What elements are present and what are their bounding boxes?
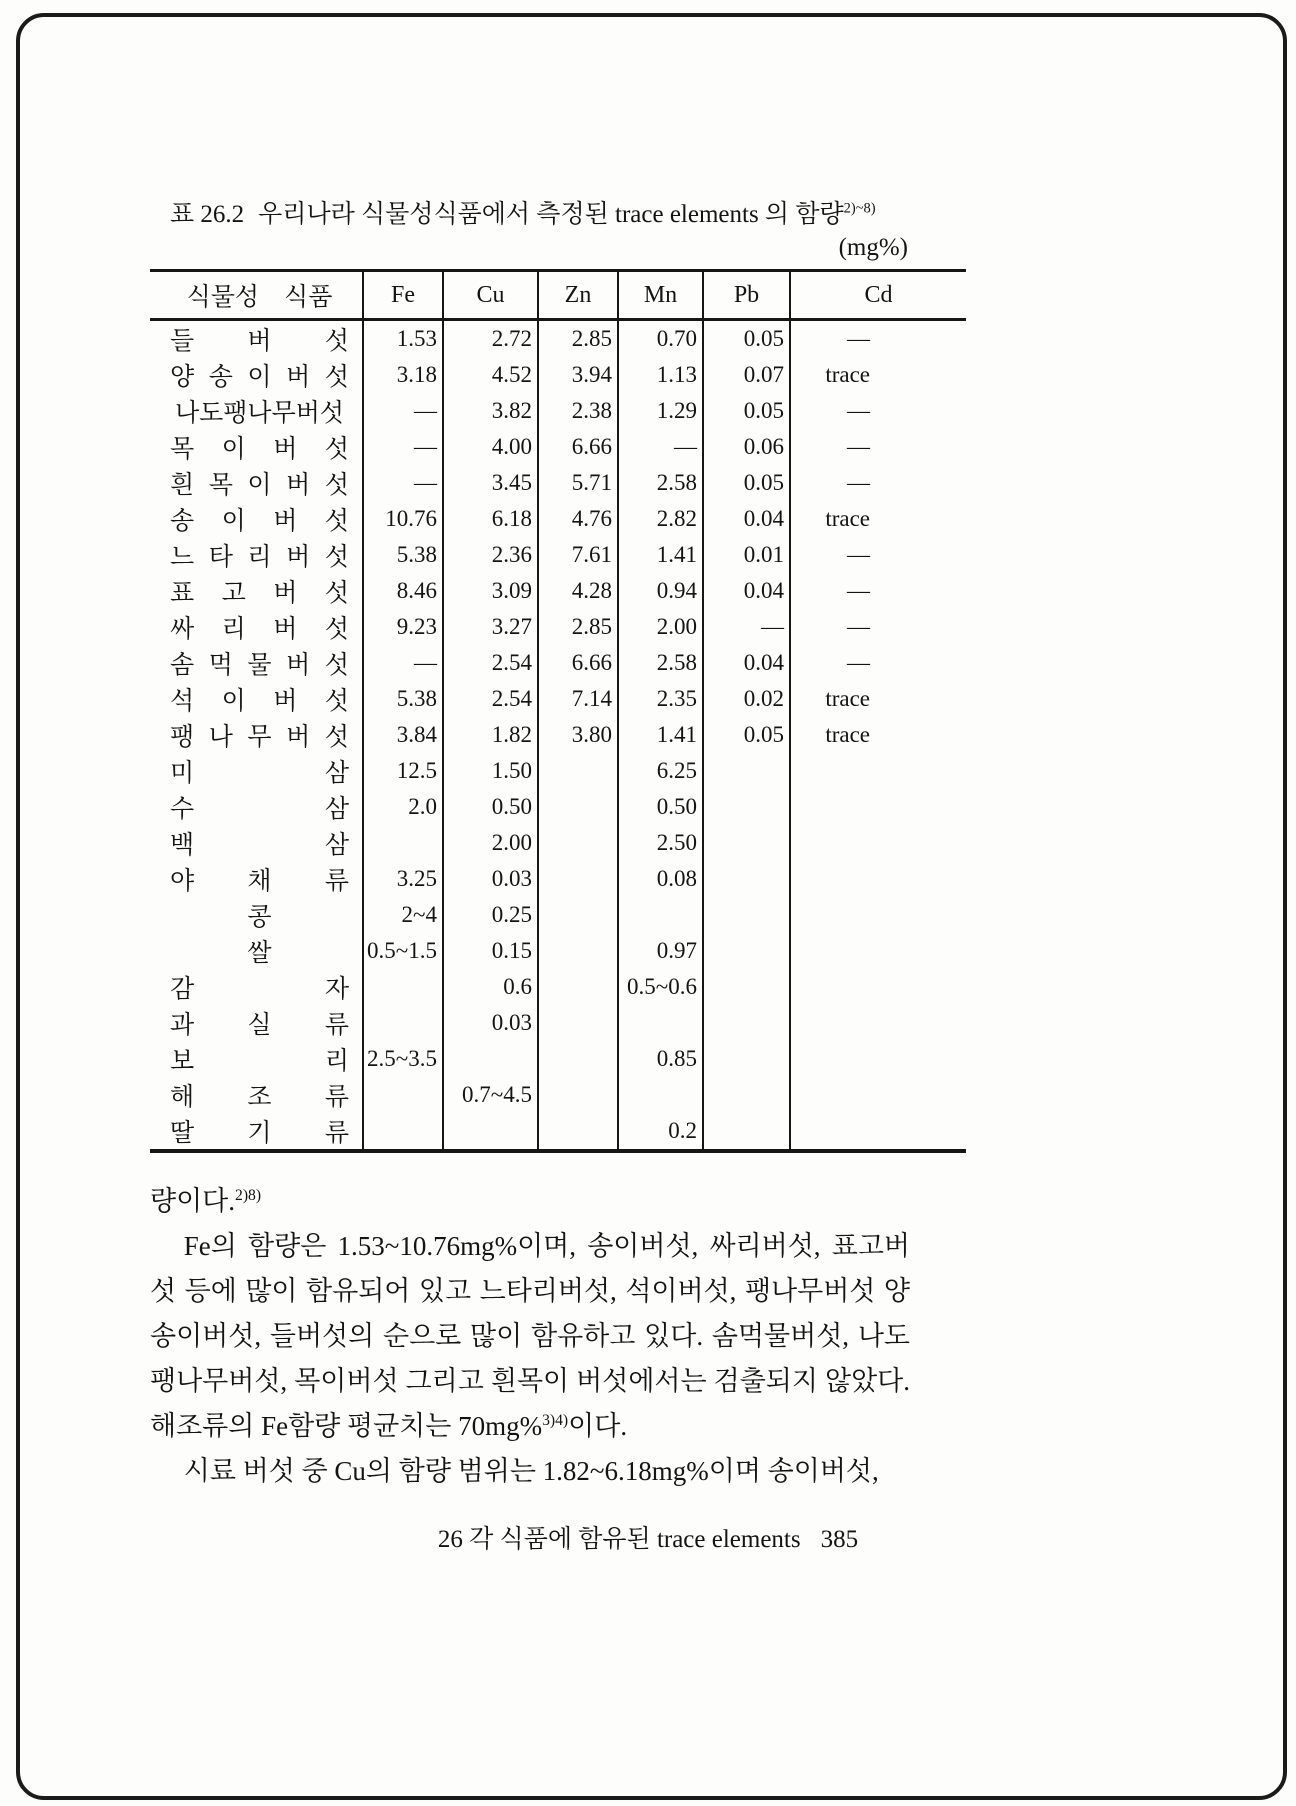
trace-elements-table <box>150 269 966 1153</box>
cell-zn <box>538 789 618 825</box>
table-row <box>150 465 966 501</box>
cell-food-name: 팽 나 무 버 섯 <box>150 717 363 753</box>
cell-cd <box>790 1005 966 1041</box>
cell-food-name: 감 자 <box>150 969 363 1005</box>
table-row <box>150 933 966 969</box>
header-cu: Cu <box>443 271 538 320</box>
cell-cd <box>790 933 966 969</box>
cell-fe: 0.5~1.5 <box>363 933 443 969</box>
cell-cu: 3.09 <box>443 573 538 609</box>
footer-running-title: 26 각 식품에 함유된 trace elements <box>437 1526 801 1553</box>
table-row <box>150 861 966 897</box>
cell-fe: 2~4 <box>363 897 443 933</box>
cell-zn <box>538 897 618 933</box>
cell-pb: 0.04 <box>703 573 790 609</box>
cell-pb: 0.04 <box>703 501 790 537</box>
cell-pb <box>703 897 790 933</box>
cell-cu: 1.82 <box>443 717 538 753</box>
cell-mn: 2.58 <box>618 465 703 501</box>
cell-pb <box>703 861 790 897</box>
table-row <box>150 1005 966 1041</box>
cell-mn: 2.50 <box>618 825 703 861</box>
cell-cd: — <box>847 614 870 639</box>
cell-cu: 2.72 <box>443 320 538 358</box>
table-header-row <box>150 271 966 320</box>
cell-mn: 2.82 <box>618 501 703 537</box>
cell-zn <box>538 825 618 861</box>
cell-cd <box>790 789 966 825</box>
cell-food-name: 들 버 섯 <box>150 320 363 358</box>
cell-cu: 0.15 <box>443 933 538 969</box>
cell-mn <box>618 1077 703 1113</box>
table-number: 표 26.2 <box>170 201 245 228</box>
cell-pb: 0.01 <box>703 537 790 573</box>
cell-food-name: 미 삼 <box>150 753 363 789</box>
page-content <box>150 194 966 1555</box>
cell-mn: 2.00 <box>618 609 703 645</box>
cell-cd <box>790 897 966 933</box>
cell-pb: 0.05 <box>703 717 790 753</box>
cell-cu: 2.00 <box>443 825 538 861</box>
cell-mn: 1.13 <box>618 357 703 393</box>
cell-cd: — <box>847 434 870 459</box>
cell-food-name: 표 고 버 섯 <box>150 573 363 609</box>
cell-cu: 2.54 <box>443 681 538 717</box>
cell-pb <box>703 1041 790 1077</box>
cell-food-name: 딸 기 류 <box>150 1113 363 1151</box>
cell-fe: 3.84 <box>363 717 443 753</box>
cell-fe: — <box>363 465 443 501</box>
cell-food-name: 목 이 버 섯 <box>150 429 363 465</box>
cell-cd: — <box>847 470 870 495</box>
cell-food-name: 싸 리 버 섯 <box>150 609 363 645</box>
table-row <box>150 753 966 789</box>
cell-cu: 2.54 <box>443 645 538 681</box>
cell-zn <box>538 753 618 789</box>
table-row <box>150 320 966 358</box>
cell-pb: — <box>703 609 790 645</box>
table-row <box>150 645 966 681</box>
cell-cd <box>790 753 966 789</box>
table-row <box>150 717 966 753</box>
table-row <box>150 1077 966 1113</box>
cell-cu: 0.03 <box>443 1005 538 1041</box>
table-row <box>150 897 966 933</box>
cell-zn <box>538 1113 618 1151</box>
table-row <box>150 429 966 465</box>
cell-cd: — <box>847 578 870 603</box>
cell-food-name: 양 송 이 버 섯 <box>150 357 363 393</box>
cell-pb: 0.02 <box>703 681 790 717</box>
table-row <box>150 573 966 609</box>
cell-fe: 9.23 <box>363 609 443 645</box>
cell-zn: 3.94 <box>538 357 618 393</box>
caption-footnote-ref: 2)~8) <box>843 200 876 217</box>
cell-fe: 5.38 <box>363 537 443 573</box>
cell-mn: 2.58 <box>618 645 703 681</box>
table-row <box>150 825 966 861</box>
cell-zn: 3.80 <box>538 717 618 753</box>
cell-pb <box>703 1005 790 1041</box>
cell-mn <box>618 897 703 933</box>
cell-mn: 1.29 <box>618 393 703 429</box>
cell-fe: — <box>363 645 443 681</box>
cell-mn: 0.50 <box>618 789 703 825</box>
table-row <box>150 537 966 573</box>
cell-mn: 6.25 <box>618 753 703 789</box>
cell-food-name: 야 채 류 <box>150 861 363 897</box>
cell-mn: — <box>618 429 703 465</box>
table-row <box>150 789 966 825</box>
cell-food-name: 과 실 류 <box>150 1005 363 1041</box>
table-row <box>150 609 966 645</box>
cell-cu: 0.03 <box>443 861 538 897</box>
cell-cu <box>443 1113 538 1151</box>
cell-fe: 12.5 <box>363 753 443 789</box>
cell-mn: 0.08 <box>618 861 703 897</box>
table-caption-text: 우리나라 식물성식품에서 측정된 trace elements 의 함량 <box>258 201 844 228</box>
cell-zn <box>538 861 618 897</box>
cell-zn: 2.85 <box>538 320 618 358</box>
cell-fe: 2.5~3.5 <box>363 1041 443 1077</box>
cell-food-name: 석 이 버 섯 <box>150 681 363 717</box>
paragraph: Fe의 함량은 1.53~10.76mg%이며, 송이버섯, 싸리버섯, 표고버섯 등에 많이 함유되어 있고 느타리버섯, 석이버섯, 팽나무버섯 양송이버섯, 들버섯의 순으로 많이 함유하고 있다. 솜먹물버섯, 나도팽나무버섯, 목이버섯 그리고 흰목이 버섯에서는 검출되지 않았다. 해조류의 Fe함량 평균치는 70mg%$^{3)4)}$이다. <box>150 1231 910 1441</box>
cell-zn <box>538 1041 618 1077</box>
cell-cu: 0.7~4.5 <box>443 1077 538 1113</box>
unit-label: (mg%) <box>838 234 908 261</box>
paragraph: 량이다.$^{2)8)}$ <box>150 1186 262 1216</box>
cell-cd: — <box>847 542 870 567</box>
cell-mn: 1.41 <box>618 537 703 573</box>
cell-cd: — <box>847 398 870 423</box>
cell-cu: 0.50 <box>443 789 538 825</box>
cell-cu: 4.00 <box>443 429 538 465</box>
cell-cd: trace <box>825 362 870 387</box>
cell-zn: 4.76 <box>538 501 618 537</box>
cell-food-name: 수 삼 <box>150 789 363 825</box>
cell-pb: 0.04 <box>703 645 790 681</box>
cell-pb <box>703 933 790 969</box>
cell-cu: 4.52 <box>443 357 538 393</box>
cell-food-name: 흰 목 이 버 섯 <box>150 465 363 501</box>
table-row <box>150 969 966 1005</box>
cell-zn <box>538 1077 618 1113</box>
cell-cu: 3.82 <box>443 393 538 429</box>
header-cd: Cd <box>790 271 966 320</box>
footer-page-number: 385 <box>820 1526 859 1553</box>
cell-pb: 0.05 <box>703 320 790 358</box>
table-row <box>150 1113 966 1151</box>
cell-cd: — <box>847 326 870 351</box>
cell-pb <box>703 825 790 861</box>
cell-pb: 0.05 <box>703 465 790 501</box>
cell-cu <box>443 1041 538 1077</box>
cell-food-name: 백 삼 <box>150 825 363 861</box>
paragraph: 시료 버섯 중 Cu의 함량 범위는 1.82~6.18mg%이며 송이버섯, <box>183 1456 879 1486</box>
cell-cd <box>790 1113 966 1151</box>
header-fe: Fe <box>363 271 443 320</box>
cell-cd <box>790 1077 966 1113</box>
cell-food-name: 보 리 <box>150 1041 363 1077</box>
cell-cd: — <box>847 650 870 675</box>
cell-mn <box>618 1005 703 1041</box>
cell-fe <box>363 1077 443 1113</box>
cell-fe: 1.53 <box>363 320 443 358</box>
cell-zn: 7.61 <box>538 537 618 573</box>
cell-food-name: 쌀 <box>150 933 363 969</box>
table-row <box>150 501 966 537</box>
cell-zn <box>538 1005 618 1041</box>
cell-pb <box>703 753 790 789</box>
cell-cd <box>790 1041 966 1077</box>
cell-pb: 0.06 <box>703 429 790 465</box>
cell-zn: 2.85 <box>538 609 618 645</box>
cell-cd <box>790 825 966 861</box>
cell-pb: 0.07 <box>703 357 790 393</box>
cell-zn <box>538 933 618 969</box>
header-food: 식물성 식품 <box>150 271 363 320</box>
cell-pb <box>703 969 790 1005</box>
cell-cu: 2.36 <box>443 537 538 573</box>
cell-pb <box>703 1113 790 1151</box>
footnote-ref: 3)4) <box>542 1412 569 1429</box>
cell-mn: 0.2 <box>618 1113 703 1151</box>
cell-food-name: 콩 <box>150 897 363 933</box>
cell-mn: 2.35 <box>618 681 703 717</box>
table-caption <box>150 194 966 230</box>
cell-cu: 6.18 <box>443 501 538 537</box>
cell-cu: 0.6 <box>443 969 538 1005</box>
cell-mn: 0.70 <box>618 320 703 358</box>
cell-zn: 6.66 <box>538 645 618 681</box>
cell-food-name: 송 이 버 섯 <box>150 501 363 537</box>
cell-cu: 3.45 <box>443 465 538 501</box>
cell-food-name: 느 타 리 버 섯 <box>150 537 363 573</box>
cell-zn: 2.38 <box>538 393 618 429</box>
cell-fe: 3.25 <box>363 861 443 897</box>
cell-cd <box>790 861 966 897</box>
cell-cd: trace <box>825 506 870 531</box>
cell-zn: 4.28 <box>538 573 618 609</box>
page-footer <box>0 1519 1296 1555</box>
cell-food-name: 솜 먹 물 버 섯 <box>150 645 363 681</box>
cell-fe: 5.38 <box>363 681 443 717</box>
table-row <box>150 1041 966 1077</box>
cell-cu: 0.25 <box>443 897 538 933</box>
cell-pb <box>703 1077 790 1113</box>
cell-fe <box>363 1113 443 1151</box>
table-row <box>150 357 966 393</box>
header-zn: Zn <box>538 271 618 320</box>
cell-cu: 1.50 <box>443 753 538 789</box>
cell-fe <box>363 1005 443 1041</box>
cell-fe: 8.46 <box>363 573 443 609</box>
cell-mn: 0.97 <box>618 933 703 969</box>
cell-zn: 6.66 <box>538 429 618 465</box>
cell-fe: 2.0 <box>363 789 443 825</box>
body-text <box>150 1179 910 1494</box>
cell-mn: 0.94 <box>618 573 703 609</box>
cell-cd: trace <box>825 686 870 711</box>
header-mn: Mn <box>618 271 703 320</box>
cell-pb: 0.05 <box>703 393 790 429</box>
cell-fe <box>363 825 443 861</box>
table-row <box>150 393 966 429</box>
cell-mn: 0.5~0.6 <box>618 969 703 1005</box>
cell-food-name: 해 조 류 <box>150 1077 363 1113</box>
cell-food-name: 나도팽나무버섯 <box>150 393 363 429</box>
cell-mn: 0.85 <box>618 1041 703 1077</box>
cell-fe: — <box>363 429 443 465</box>
cell-fe: 10.76 <box>363 501 443 537</box>
header-pb: Pb <box>703 271 790 320</box>
cell-zn <box>538 969 618 1005</box>
cell-fe <box>363 969 443 1005</box>
table-body <box>150 320 966 1152</box>
cell-fe: — <box>363 393 443 429</box>
cell-zn: 7.14 <box>538 681 618 717</box>
footnote-ref: 2)8) <box>235 1187 262 1204</box>
cell-cd: trace <box>825 722 870 747</box>
cell-zn: 5.71 <box>538 465 618 501</box>
cell-cd <box>790 969 966 1005</box>
table-row <box>150 681 966 717</box>
cell-pb <box>703 789 790 825</box>
cell-mn: 1.41 <box>618 717 703 753</box>
cell-fe: 3.18 <box>363 357 443 393</box>
cell-cu: 3.27 <box>443 609 538 645</box>
